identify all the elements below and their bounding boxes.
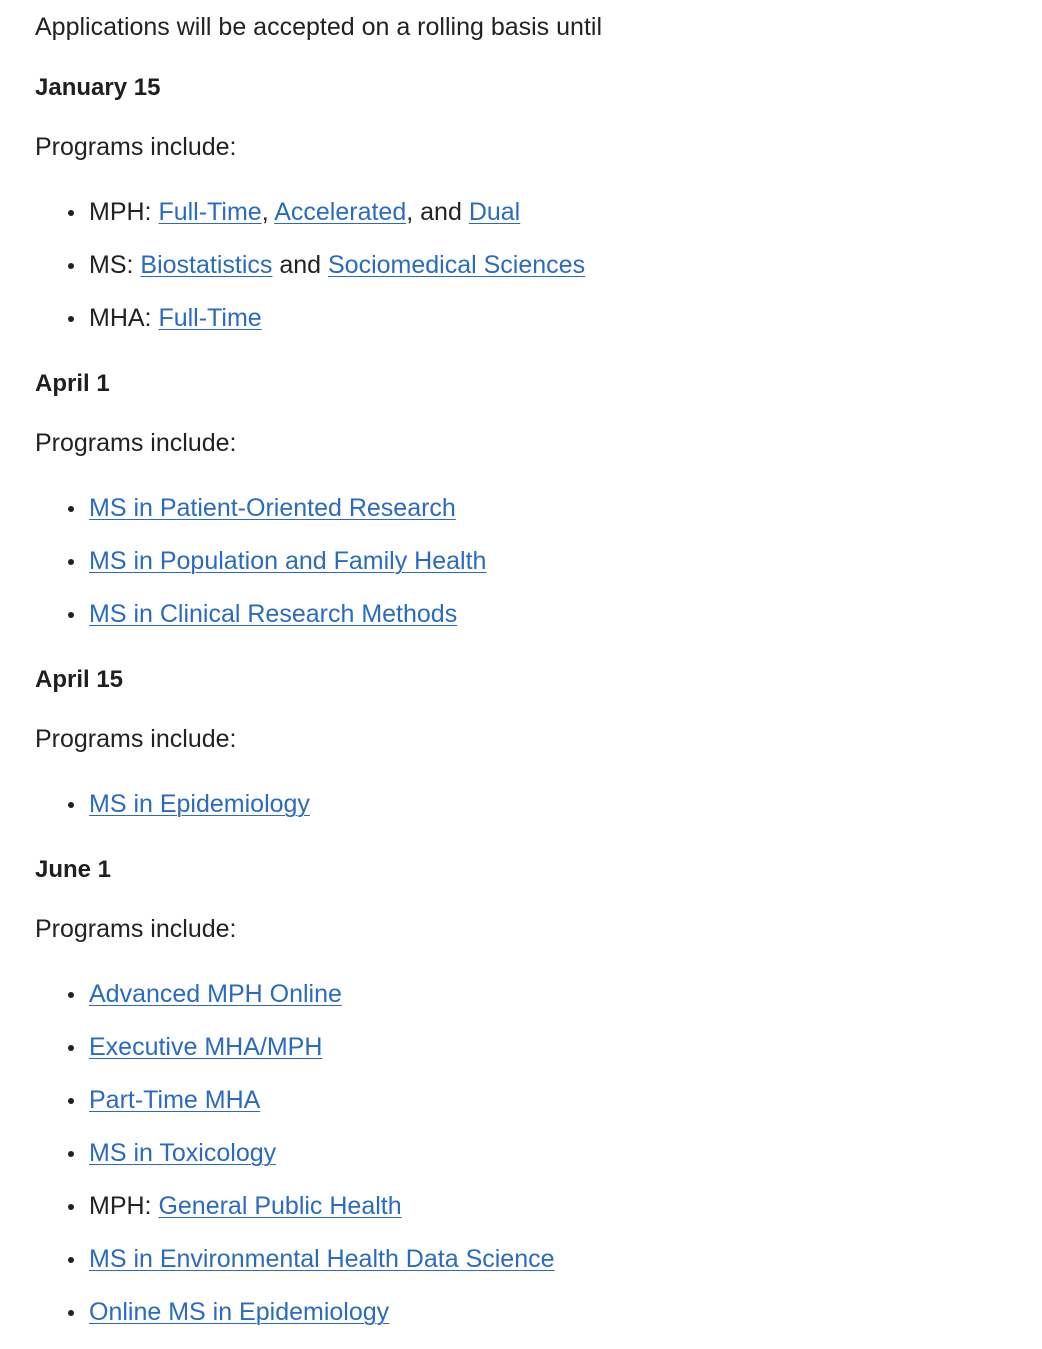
list-item [35, 492, 995, 524]
program-prefix: MHA: [89, 304, 159, 332]
program-link[interactable]: Accelerated [274, 198, 407, 226]
deadline-section-april-1 [35, 368, 995, 651]
bullet-icon [68, 802, 74, 808]
program-prefix: MPH: [89, 198, 159, 226]
list-item [35, 978, 995, 1010]
program-link[interactable]: Dual [468, 198, 521, 226]
list-item [35, 1137, 995, 1169]
bullet-icon [68, 1257, 74, 1263]
deadline-section-april-15 [35, 664, 995, 841]
separator-text: and [272, 251, 328, 279]
deadline-section-january-15 [35, 72, 995, 355]
program-link[interactable]: Sociomedical Sciences [328, 251, 586, 279]
bullet-icon [68, 316, 74, 322]
program-list [35, 492, 995, 630]
list-item [35, 545, 995, 577]
bullet-icon [68, 210, 74, 216]
programs-label: Programs include: [35, 725, 237, 753]
bullet-icon [68, 1204, 74, 1210]
list-item [35, 1084, 995, 1116]
program-link[interactable]: Full-Time [158, 304, 262, 332]
programs-label: Programs include: [35, 429, 237, 457]
deadline-date: January 15 [35, 74, 161, 101]
program-link[interactable]: MS in Environmental Health Data Science [89, 1245, 555, 1273]
bullet-icon [68, 1098, 74, 1104]
program-link[interactable]: Advanced MPH Online [89, 980, 342, 1008]
list-item [35, 1243, 995, 1275]
bullet-icon [68, 1151, 74, 1157]
list-item [35, 1296, 995, 1328]
program-link[interactable]: MS in Population and Family Health [89, 547, 487, 575]
bullet-icon [68, 559, 74, 565]
program-prefix: MPH: [89, 1192, 159, 1220]
bullet-icon [68, 263, 74, 269]
program-link[interactable]: MS in Toxicology [89, 1139, 277, 1167]
bullet-icon [68, 1045, 74, 1051]
list-item [35, 1031, 995, 1063]
program-link[interactable]: Full-Time [158, 198, 262, 226]
list-item [35, 302, 995, 334]
list-item [35, 196, 995, 228]
separator-text: , and [406, 198, 469, 226]
program-list [35, 978, 995, 1328]
deadline-date: June 1 [35, 856, 112, 883]
programs-label: Programs include: [35, 133, 237, 161]
program-link[interactable]: Executive MHA/MPH [89, 1033, 323, 1061]
deadline-date: April 1 [35, 370, 110, 397]
bullet-icon [68, 506, 74, 512]
program-link[interactable]: General Public Health [158, 1192, 402, 1220]
program-link[interactable]: MS in Epidemiology [89, 790, 310, 818]
program-link[interactable]: Online MS in Epidemiology [89, 1298, 390, 1326]
program-link[interactable]: Part-Time MHA [89, 1086, 261, 1114]
program-prefix: MS: [89, 251, 141, 279]
program-list [35, 196, 995, 334]
deadline-section-june-1 [35, 854, 995, 1349]
bullet-icon [68, 992, 74, 998]
program-list [35, 788, 995, 820]
list-item [35, 598, 995, 630]
bullet-icon [68, 612, 74, 618]
program-link[interactable]: Biostatistics [140, 251, 273, 279]
bullet-icon [68, 1310, 74, 1316]
program-link[interactable]: MS in Patient-Oriented Research [89, 494, 456, 522]
program-link[interactable]: MS in Clinical Research Methods [89, 600, 458, 628]
deadline-date: April 15 [35, 666, 124, 693]
separator-text: , [261, 198, 275, 226]
list-item [35, 249, 995, 281]
list-item [35, 788, 995, 820]
intro-text: Applications will be accepted on a rolling basis until [35, 13, 602, 41]
list-item [35, 1190, 995, 1222]
programs-label: Programs include: [35, 915, 237, 943]
